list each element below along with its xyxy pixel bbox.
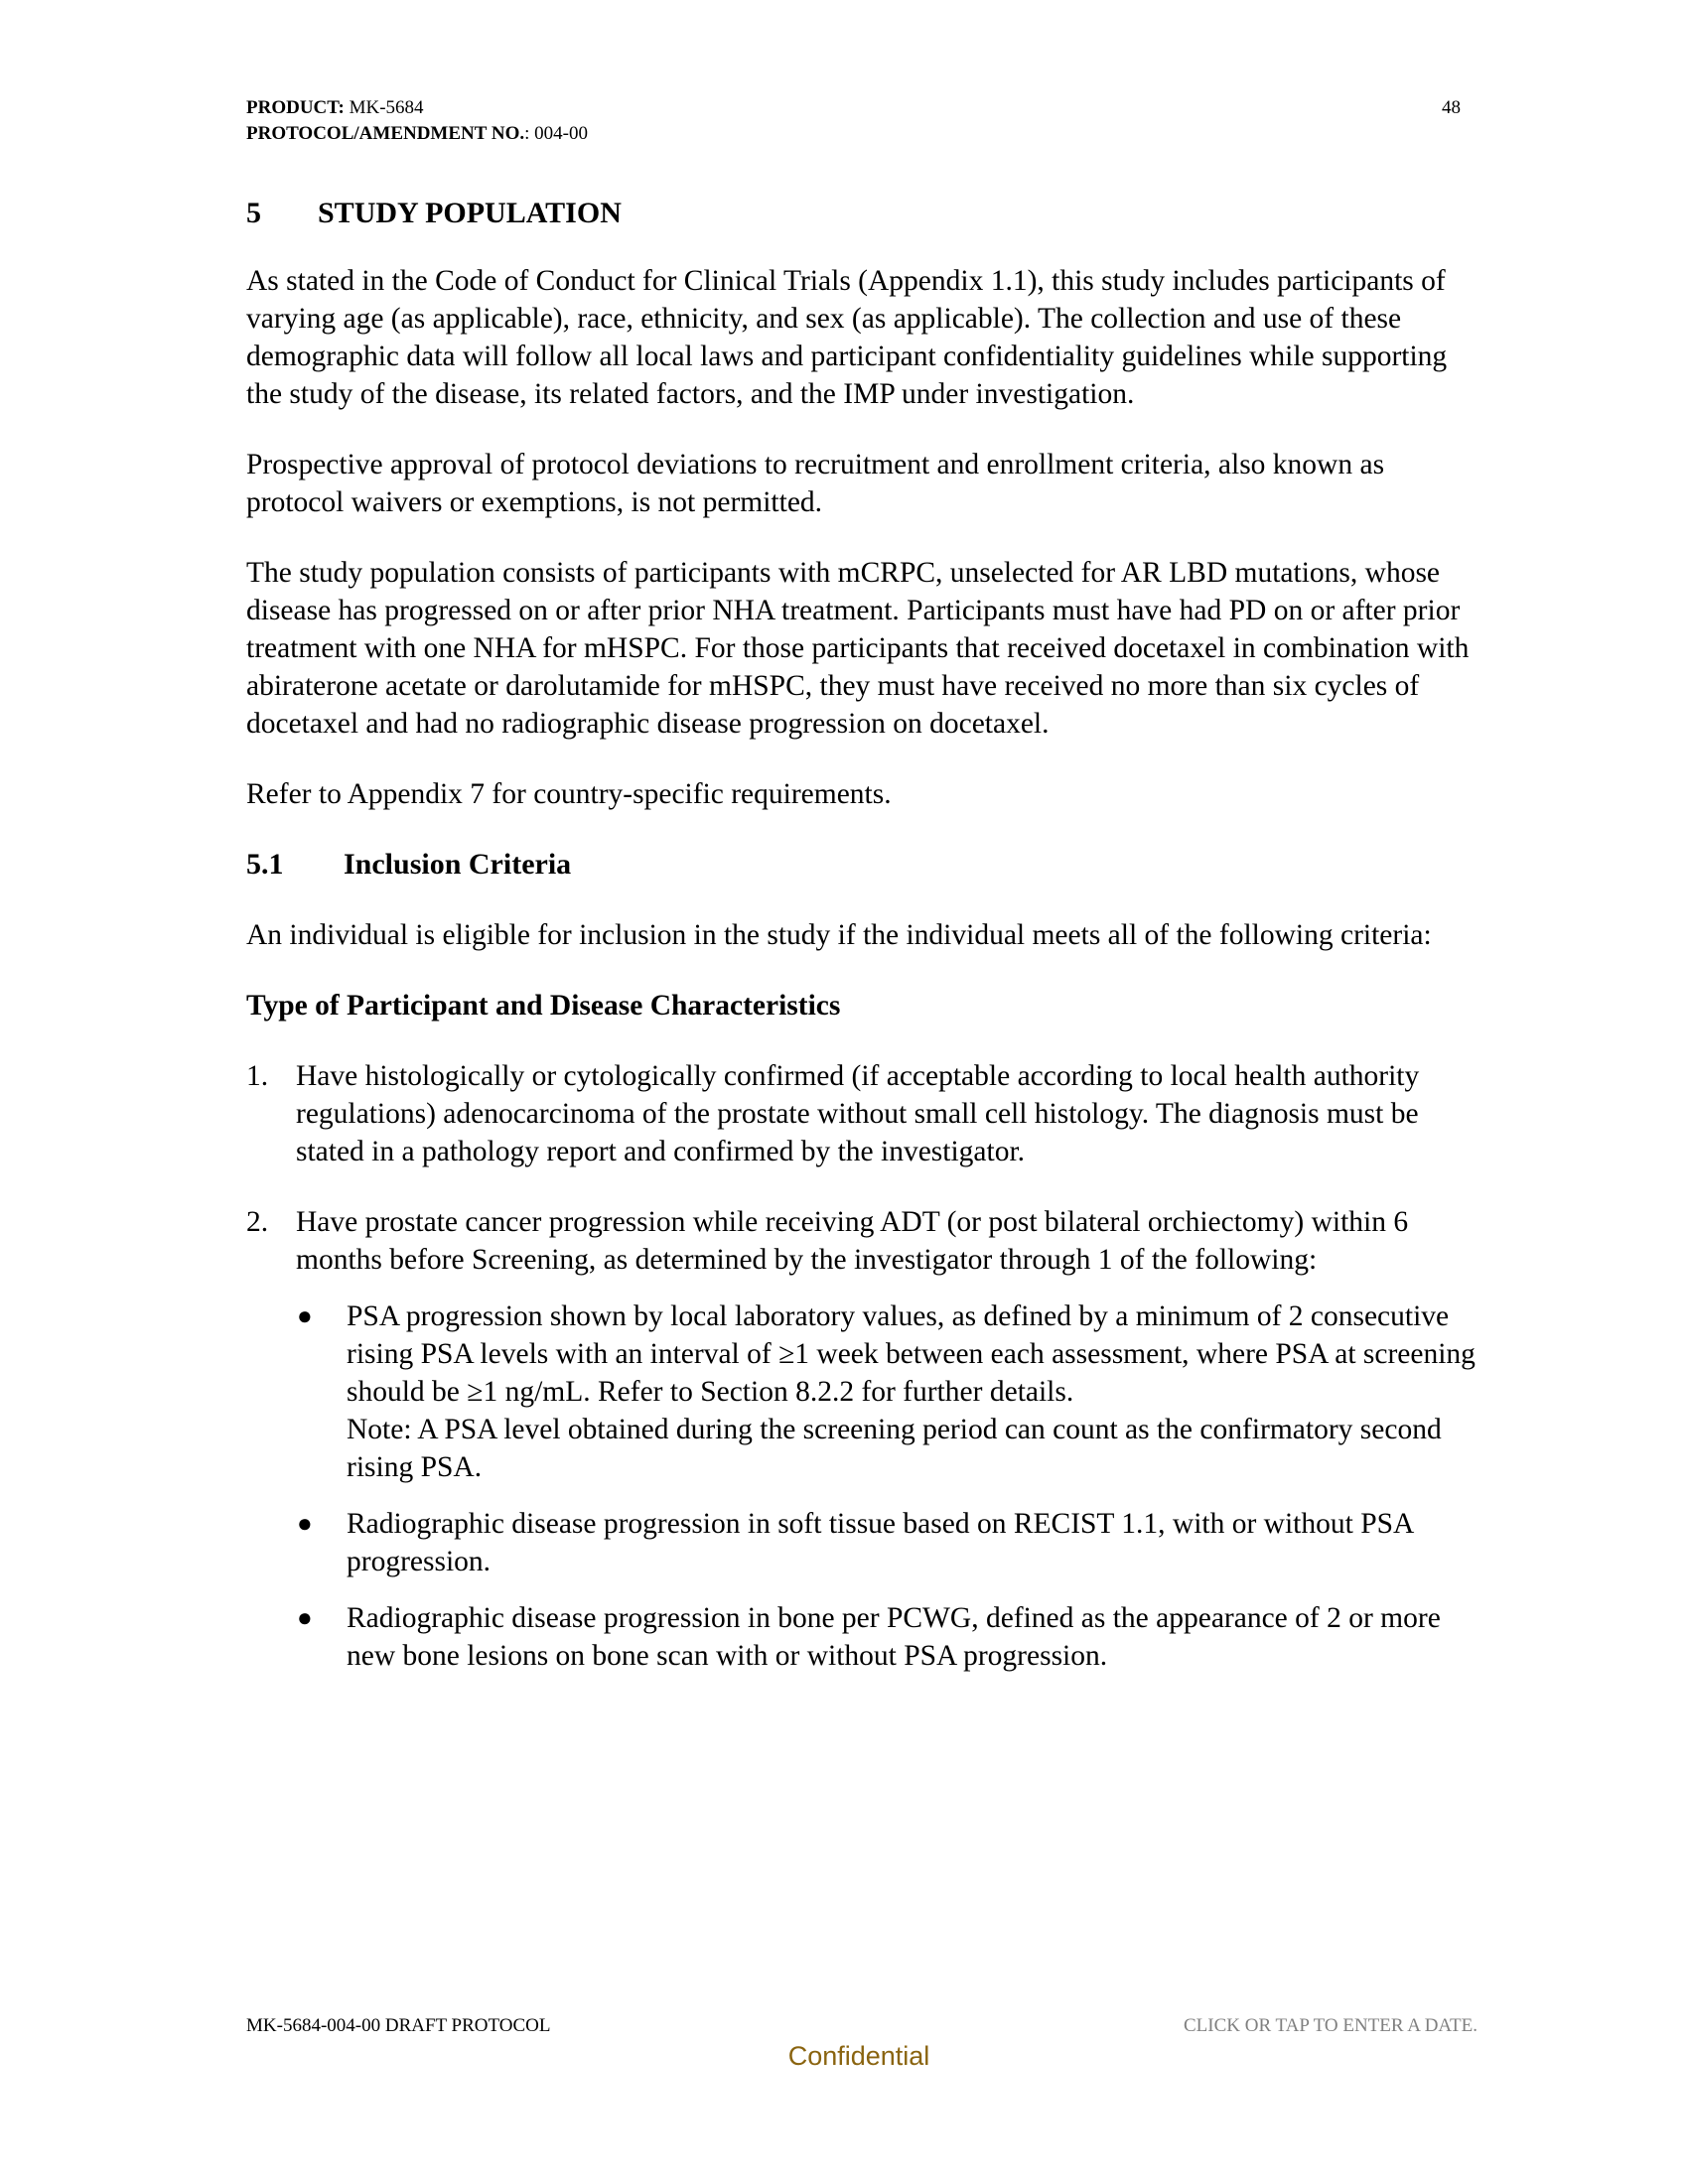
running-header — [246, 95, 588, 147]
subsection-heading — [246, 846, 1477, 884]
subsection-title: Inclusion Criteria — [344, 848, 572, 881]
protocol-label: PROTOCOL/AMENDMENT NO. — [246, 123, 525, 144]
bullet-icon: ● — [297, 1301, 313, 1330]
criterion-item — [246, 1057, 1477, 1170]
bullet-icon: ● — [297, 1509, 313, 1538]
bullet-text: PSA progression shown by local laboratory values, as defined by a minimum of 2 consecutive rising PSA levels with an interval of ≥1 week between each assessment, where PSA at screening should be ≥1 ng/mL. Refer to Section 8.2.2 for further details. — [347, 1300, 1476, 1408]
subsection-number: 5.1 — [246, 848, 284, 881]
paragraph: Refer to Appendix 7 for country-specific requirements. — [246, 778, 892, 810]
inclusion-intro: An individual is eligible for inclusion in the study if the individual meets all of the following criteria: — [246, 919, 1432, 951]
paragraph: The study population consists of participants with mCRPC, unselected for AR LBD mutations, whose disease has progressed on or after prior NHA treatment. Participants must have had PD on or after prior treatment with one NHA for mHSPC. For those participants that received docetaxel in combination with abiraterone acetate or darolutamide for mHSPC, they must have received no more than six cycles of docetaxel and had no radiographic disease progression on docetaxel. — [246, 557, 1470, 740]
date-field-placeholder[interactable]: CLICK OR TAP TO ENTER A DATE. — [1184, 2015, 1477, 2036]
page-body — [246, 195, 1477, 1694]
protocol-value: : 004-00 — [524, 123, 588, 144]
product-value: MK-5684 — [344, 97, 424, 118]
criterion-number: 1. — [246, 1060, 269, 1092]
criterion-item — [246, 1203, 1477, 1279]
product-line — [246, 95, 588, 121]
page-number: 48 — [1442, 97, 1461, 118]
bullet-item — [296, 1599, 1477, 1675]
section-title: STUDY POPULATION — [318, 197, 622, 229]
section-heading — [246, 195, 1477, 232]
criterion-number: 2. — [246, 1206, 269, 1238]
bullet-icon: ● — [297, 1603, 313, 1632]
section-number: 5 — [246, 197, 261, 229]
criterion-text: Have histologically or cytologically confirmed (if acceptable according to local health authority regulations) adenocarcinoma of the prostate without small cell histology. The diagnosis must be stated in a pathology report and confirmed by the investigator. — [296, 1060, 1420, 1167]
bullet-note: Note: A PSA level obtained during the screening period can count as the confirmatory second rising PSA. — [347, 1414, 1442, 1483]
confidential-label: Confidential — [787, 2041, 930, 2071]
bullet-item — [296, 1505, 1477, 1580]
criterion-text: Have prostate cancer progression while receiving ADT (or post bilateral orchiectomy) within 6 months before Screening, as determined by the investigator through 1 of the following: — [296, 1206, 1409, 1276]
criteria-group-heading: Type of Participant and Disease Characteristics — [246, 990, 841, 1022]
paragraph: Prospective approval of protocol deviations to recruitment and enrollment criteria, also known as protocol waivers or exemptions, is not permitted. — [246, 449, 1385, 518]
footer-document-id: MK-5684-004-00 DRAFT PROTOCOL — [246, 2015, 551, 2036]
criterion-bullet-list — [296, 1297, 1477, 1675]
bullet-item — [296, 1297, 1477, 1486]
bullet-text: Radiographic disease progression in bone per PCWG, defined as the appearance of 2 or more new bone lesions on bone scan with or without PSA progression. — [347, 1602, 1441, 1672]
protocol-line — [246, 121, 588, 147]
bullet-text: Radiographic disease progression in soft tissue based on RECIST 1.1, with or without PSA progression. — [347, 1508, 1413, 1577]
product-label: PRODUCT: — [246, 97, 345, 118]
paragraph: As stated in the Code of Conduct for Clinical Trials (Appendix 1.1), this study includes participants of varying age (as applicable), race, ethnicity, and sex (as applicable). The collection and use of these demographic data will follow all local laws and participant confidentiality guidelines while supporting the study of the disease, its related factors, and the IMP under investigation. — [246, 265, 1448, 410]
